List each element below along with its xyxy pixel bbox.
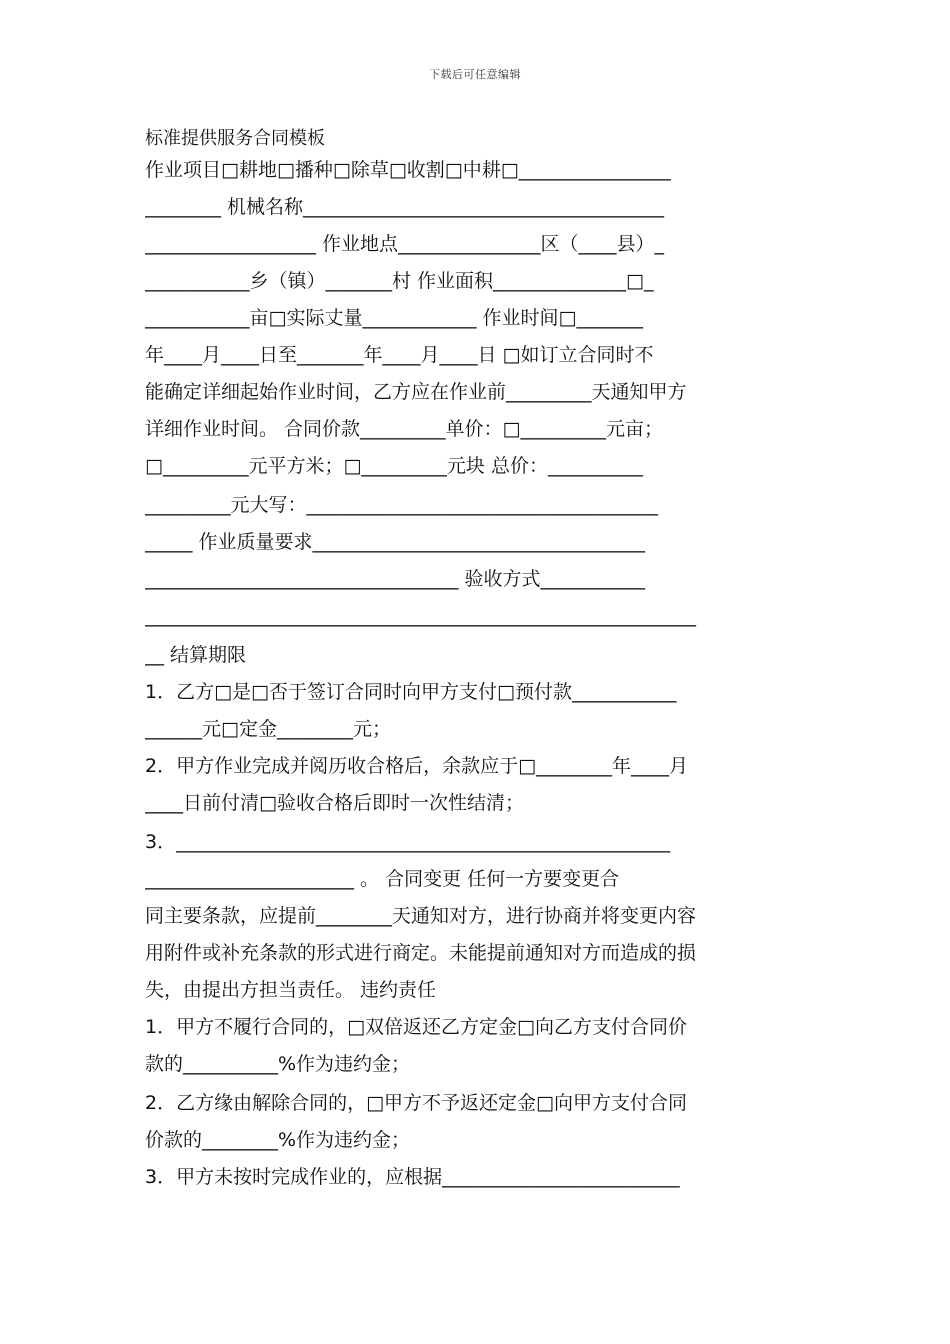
text-line: 年____月____日至_______年____月____日 □如订立合同时不	[145, 344, 654, 366]
text-line: ___________乡（镇）_______村 作业面积______________□_	[145, 270, 654, 292]
text-line: __ 结算期限	[145, 644, 247, 666]
text-line: __________________________________________________________	[145, 605, 696, 627]
text-line: 作业项目□耕地□播种□除草□收割□中耕□________________	[145, 159, 671, 181]
text-line: _________元大写：_____________________________________	[145, 494, 659, 516]
text-line: ________ 机械名称______________________________________	[145, 196, 665, 218]
page-header: 下载后可任意编辑	[429, 68, 521, 81]
text-line: 2．甲方作业完成并阅历收合格后，余款应于□________年____月	[145, 755, 689, 777]
text-line: 3．____________________________________________________	[145, 831, 671, 853]
text-line: ___________亩□实际丈量____________ 作业时间□_______	[145, 307, 643, 329]
text-line: _________________________________ 验收方式___________	[145, 568, 646, 590]
document-title: 标准提供服务合同模板	[145, 128, 325, 149]
text-line: ____日前付清□验收合格后即时一次性结清；	[145, 792, 524, 814]
text-line: 能确定详细起始作业时间，乙方应在作业前_________天通知甲方	[145, 381, 687, 403]
text-line: 3．甲方未按时完成作业的，应根据_________________________	[145, 1166, 680, 1188]
text-line: 同主要条款，应提前________天通知对方，进行协商并将变更内容	[145, 905, 697, 927]
text-line: __________________ 作业地点_______________区（____县）_	[145, 233, 665, 255]
text-line: _____ 作业质量要求___________________________________	[145, 531, 646, 553]
text-line: 详细作业时间。 合同价款_________单价：□_________元亩；	[145, 418, 663, 440]
text-line: 款的__________%作为违约金；	[145, 1053, 411, 1075]
text-line: 1．乙方□是□否于签订合同时向甲方支付□预付款___________	[145, 681, 677, 703]
text-line: 价款的________%作为违约金；	[145, 1129, 411, 1151]
text-line: ______________________ 。 合同变更 任何一方要变更合	[145, 868, 620, 890]
text-line: 失，由提出方担当责任。 违约责任	[145, 979, 437, 1001]
text-line: 2．乙方缘由解除合同的，□甲方不予返还定金□向甲方支付合同	[145, 1092, 687, 1114]
text-line: 1．甲方不履行合同的，□双倍返还乙方定金□向乙方支付合同价	[145, 1016, 687, 1038]
text-line: □_________元平方米；□_________元块 总价：__________	[145, 455, 643, 477]
text-line: 用附件或补充条款的形式进行商定。未能提前通知对方而造成的损	[145, 942, 697, 964]
text-line: ______元□定金________元；	[145, 718, 391, 740]
